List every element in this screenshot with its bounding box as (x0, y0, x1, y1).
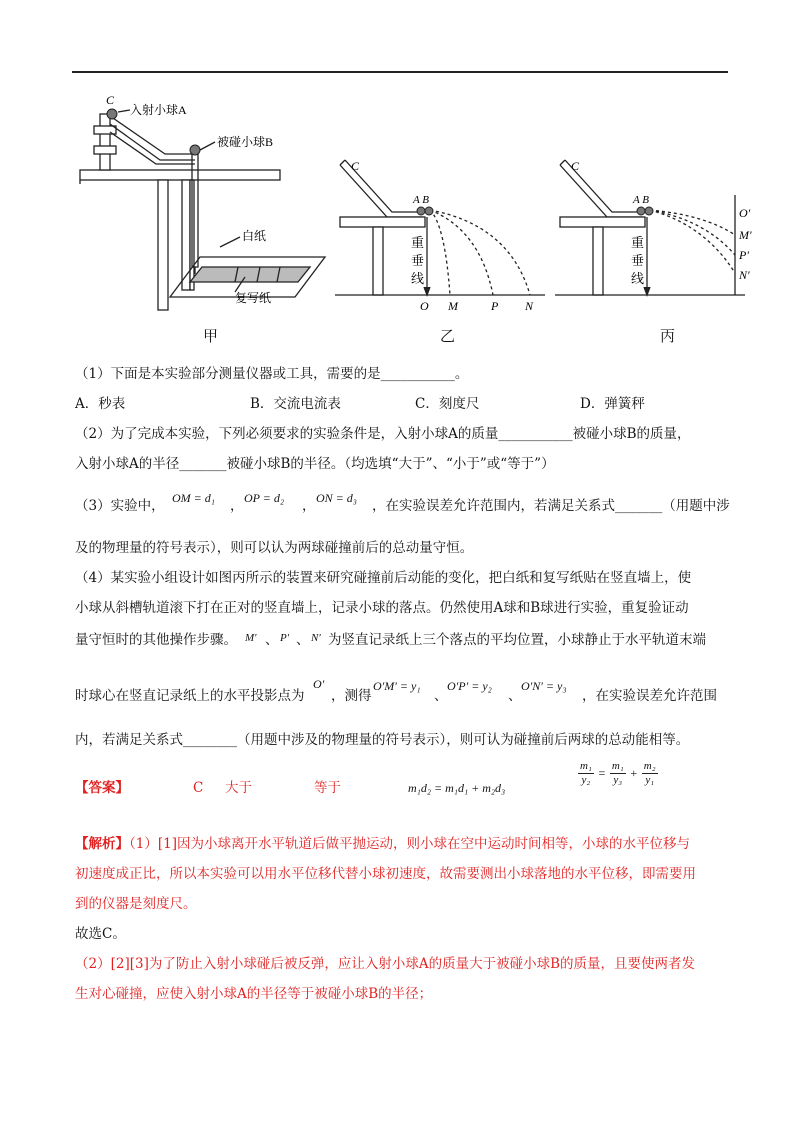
fig-yi-c-label: C (351, 159, 360, 173)
q4-line4-mid: ，测得 (331, 688, 372, 704)
figure-bing (545, 155, 770, 315)
fig-yi-ab-label: A B (413, 194, 429, 206)
q3-eq-om: OM = d₁ (172, 491, 215, 505)
q4-m-prime: M′ (245, 632, 257, 644)
q4-line2: 小球从斜槽轨道滚下打在正对的竖直墙上，记录小球的落点。仍然使用A球和B球进行实验，重复验证动 (75, 600, 689, 616)
fig-jia-ball-b-label: 被碰小球B (217, 135, 274, 149)
q4-eq-om: O′M′ = y₁ (373, 679, 421, 693)
fig-bing-tick-o: O′ (739, 206, 751, 220)
analysis-line3: 到的仪器是刻度尺。 (75, 896, 197, 912)
q1-option-d: D．弹簧秤 (580, 396, 645, 412)
q4-line3-pre: 量守恒时的其他操作步骤。 (75, 632, 237, 648)
q1-option-a: A．秒表 (75, 396, 126, 412)
q4-n-prime: N′ (311, 632, 321, 644)
header-rule (72, 71, 728, 73)
fig-jia-carbon-paper-label: 复写纸 (235, 291, 272, 305)
analysis-line5: （2）[2][3]为了防止入射小球碰后被反弹，应让入射小球A的质量大于被碰小球B的质量，且要使两者发 (75, 956, 696, 972)
answer-3: 等于 (314, 780, 341, 796)
fig-bing-caption: 丙 (660, 327, 676, 345)
fig-jia-caption: 甲 (203, 327, 219, 345)
fig-bing-tick-n: N′ (739, 268, 750, 282)
fig-bing-tick-p: P′ (739, 248, 749, 262)
fig-yi-plumb-label: 重垂线 (411, 235, 425, 286)
q3-eq-on: ON = d₃ (316, 491, 357, 505)
q4-eq-on: O′N′ = y₃ (521, 679, 567, 693)
answer-4: m₁d₂ = m₁d₁ + m₂d₃ (408, 781, 506, 795)
analysis-line4: 故选C。 (75, 926, 126, 942)
q1-option-b: B．交流电流表 (250, 396, 341, 412)
figure-jia (70, 92, 330, 317)
analysis-line6: 生对心碰撞，应使入射小球A的半径等于被碰小球B的半径； (75, 986, 433, 1002)
analysis-line1: 【解析】（1）[1]因为小球离开水平轨道后做平抛运动，则小球在空中运动时间相等，小球的水平位移与 (75, 836, 690, 852)
fig-bing-ab-label: A B (633, 194, 649, 206)
answer-1: C (193, 780, 204, 796)
fig-jia-white-paper-label: 白纸 (242, 229, 267, 243)
q4-line4-pre: 时球心在竖直记录纸上的水平投影点为 (75, 688, 305, 704)
q4-line4-post: ，在实验误差允许范围 (582, 688, 717, 704)
answer-5: $\frac{\text{m₁}}{\text{y₂}}$ = $\frac{\text{m₁}}{\text{y₃}}$ + $\frac{\text{m₂}}{\text{y₁}}$ (580, 760, 656, 786)
answer-tag: 【答案】 (75, 780, 129, 796)
analysis-line2: 初速度成正比，所以本实验可以用水平位移代替小球初速度，故需要测出小球落地的水平位移，即需要用 (75, 866, 696, 882)
q2-line1: （2）为了完成本实验，下列必须要求的实验条件是，入射小球A的质量___________被碰小球B的质量， (75, 426, 691, 442)
q4-line3-post: 为竖直记录纸上三个落点的平均位置，小球静止于水平轨道末端 (328, 632, 706, 648)
q1-option-c: C．刻度尺 (415, 396, 480, 412)
fig-bing-plumb-label: 重垂线 (631, 235, 645, 286)
q1-stem: （1）下面是本实验部分测量仪器或工具，需要的是___________。 (75, 366, 469, 382)
fig-yi-tick-n: N (525, 299, 534, 313)
fig-bing-c-label: C (571, 159, 580, 173)
q4-o-prime: O′ (313, 677, 325, 691)
q4-eq-op: O′P′ = y₂ (447, 679, 492, 693)
fig-yi-tick-o: O (420, 299, 429, 313)
ball-b (190, 145, 200, 155)
fig-jia-ball-a-label: 入射小球A (130, 103, 187, 117)
q3-eq-op: OP = d₂ (244, 491, 285, 505)
fig-yi-tick-p: P (491, 299, 499, 313)
q3-prefix: （3）实验中， (75, 498, 165, 514)
fig-jia-c-label: C (106, 93, 115, 107)
q4-line1: （4）某实验小组设计如图丙所示的装置来研究碰撞前后动能的变化，把白纸和复写纸贴在竖直墙上，使 (75, 570, 692, 586)
fig-bing-tick-m: M′ (739, 228, 752, 242)
q4-p-prime: P′ (280, 632, 290, 644)
answer-2: 大于 (225, 780, 252, 796)
ball-a (107, 109, 117, 119)
q3-line2: 及的物理量的符号表示），则可以认为两球碰撞前后的总动量守恒。 (75, 540, 474, 556)
q3-suffix: ，在实验误差允许范围内，若满足关系式_______（用题中涉 (372, 498, 730, 514)
q4-line5: 内，若满足关系式________（用题中涉及的物理量的符号表示），则可认为碰撞前后两球的总动能相等。 (75, 732, 690, 748)
fig-yi-caption: 乙 (440, 327, 456, 345)
fig-yi-tick-m: M (448, 299, 458, 313)
q2-line2: 入射小球A的半径_______被碰小球B的半径。（均选填“大于”、“小于”或“等于”） (75, 456, 555, 472)
figure-yi (325, 155, 550, 315)
